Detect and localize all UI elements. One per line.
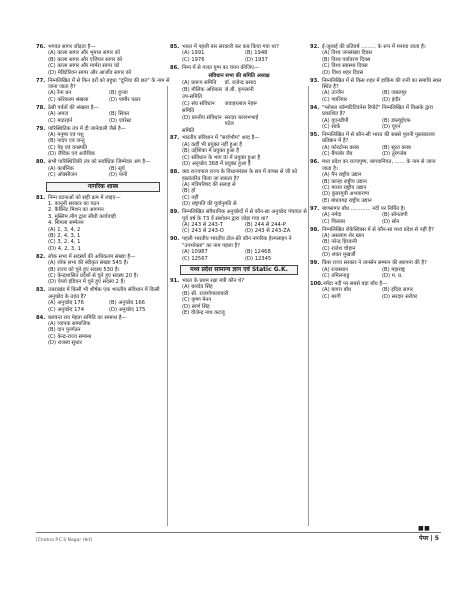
answer-option: (D) अनुच्छेद 175 — [109, 306, 146, 313]
question-item — [36, 315, 170, 347]
answer-option: (B) सिकर — [109, 111, 130, 118]
table-cell — [225, 108, 266, 114]
answer-option: (D) एवरेस्ट — [109, 117, 132, 124]
answer-option: (A) कार्बनिक — [48, 165, 74, 172]
answer-option: (A) बलदेव सिंह — [182, 284, 213, 291]
table-cell: सरदार बल्लभभाई पटेल — [224, 114, 259, 128]
question-number: 85. — [170, 44, 180, 50]
question-text: उत्तराखंड में किसी भी शीर्षक एक भारतीय संविधान में किसी अनुच्छेद के तहत है? — [48, 287, 160, 300]
table-cell — [267, 108, 308, 114]
question-number: 88. — [170, 169, 180, 176]
answer-option: (B) सूरत क्लब — [382, 144, 411, 151]
question-item — [36, 105, 170, 124]
section-heading: मध्य प्रदेश सामान्य ज्ञान एवं Static G.K. — [180, 265, 298, 275]
answer-option: (C) 3, 2, 4, 1 — [48, 239, 81, 246]
question-text: निम्नलिखित में से किस शहर में हाकिम की रानी का समाधि स्थल स्थित है? — [322, 77, 442, 91]
question-text: पहली भारतीय भारतीय टोल-फ्री कौन नागरिक हेल्पलाइन ने "उपभोक्ता" का नाम पहला है? — [182, 236, 292, 249]
question-item — [170, 278, 308, 316]
question-number: 95. — [310, 132, 320, 139]
answer-option: (D) सोन — [382, 218, 400, 225]
question-text: भगवत सागर जोड़ता है— — [48, 44, 96, 50]
question-item — [310, 206, 442, 225]
footer-rule — [36, 532, 441, 533]
answer-option: (E) बांधवगढ़ राष्ट्रीय उद्यान — [322, 197, 372, 204]
answer-option: (A) 1991 — [182, 50, 205, 57]
question-text: ई-जुलाई की प्रतिवर्ष ......... के रूप में मनाया जाता है। — [322, 44, 426, 50]
answer-option: (D) ऐग्लो इंडियन में चुने हुए सदस्य 2 हैं। — [48, 279, 126, 286]
answer-option: (C) पेड़ एवं वनस्पति — [48, 144, 88, 151]
question-number: 98. — [310, 226, 320, 233]
question-item — [36, 44, 170, 76]
answer-option: (A) राजस्थान — [322, 266, 349, 273]
table-cell: (D) प्रान्तीय संविधान — [182, 114, 222, 121]
answer-option: (C) ग्वालियर — [322, 96, 347, 103]
question-text: भारत में पहली बार सरकारी कर कब किया गया था? — [182, 44, 279, 50]
answer-option: (D) अनुच्छेद 368 में प्रयुक्त हुआ है — [182, 161, 251, 168]
question-number: 89. — [170, 209, 180, 216]
question-number: 79. — [36, 125, 46, 132]
answer-option: (B) उद्देशिका में प्रयुक्त हुआ है — [182, 148, 240, 155]
question-item — [310, 78, 442, 104]
column-3 — [310, 44, 442, 302]
question-text: "ग्लोबल कॉम्पटिटिवनेस रिपोर्ट" निम्नलिखित में किसके द्वारा प्रकाशित है? — [322, 104, 433, 118]
question-text: नर्मदा नदी पर सबसे बड़ा बाँध है— — [322, 280, 388, 287]
answer-option: (B) इंदिरा सागर — [382, 287, 413, 294]
question-number: 91. — [170, 277, 180, 284]
answer-option: (B) जबलपुर — [382, 90, 407, 97]
answer-option: (C) 243 से 243-O — [182, 228, 224, 235]
answer-option: (B) हुन्जा — [109, 90, 128, 97]
answer-option: (A) उज्जैन — [322, 90, 344, 97]
table-cell — [267, 101, 308, 107]
answer-option: 4. शिमला सम्मेलन — [48, 220, 84, 227]
answer-option: (A) 10987 — [182, 249, 208, 256]
table-title: संविधान सभा की समिति अध्यक्ष — [208, 72, 270, 79]
column-divider — [167, 86, 168, 526]
answer-option: (D) जैविक एवं अजैविक — [48, 151, 95, 158]
answer-option: (B) महाराष्ट्र — [382, 266, 405, 273]
table-cell: समिति — [182, 128, 195, 135]
answer-option: (D) विश्व शहर दिवस — [322, 69, 364, 76]
answer-option: (C) नहीं — [182, 194, 199, 201]
question-item — [36, 159, 170, 178]
question-number: 80. — [36, 159, 46, 166]
question-item — [310, 260, 442, 279]
answer-option: (C) विश्व स्वास्थ्य दिवस — [322, 63, 368, 70]
answer-option: (A) असलाम शेर खान — [322, 232, 365, 239]
end-marker: ■■ — [418, 525, 431, 532]
table-cell — [267, 128, 308, 134]
answer-option: (D) मेडिटेरियन सागर और आर्जोव सागर को — [48, 69, 132, 76]
question-item — [310, 227, 442, 259]
answer-option: (A) फोरटोन्स क्लब — [322, 144, 359, 151]
question-item — [310, 281, 442, 300]
answer-option: (B) सोनतापी — [382, 212, 408, 219]
table-cell: (A) प्रारूप समिति — [182, 80, 217, 87]
question-item — [170, 169, 308, 207]
answer-option: (C) कृष्ण मेनन — [182, 297, 212, 304]
answer-option: 3. मुस्लिम लीग द्वारा सीधी कार्यवाही — [48, 213, 116, 220]
answer-option: (B) राज्य को चुने हुए सदस्य 530 है। — [48, 266, 120, 273]
answer-option: (B) नरेन्द्र हिरवानी — [322, 239, 357, 246]
answer-option: (A) यूएनडीपी — [322, 117, 349, 124]
answer-option: (B) काला सागर और एजियन सागर को — [48, 56, 123, 63]
answer-option: (C) काला सागर और मार्मरा सागर को — [48, 63, 120, 70]
footer-publisher: [Chetna P.C.S Nagar Hkt] — [36, 538, 93, 543]
page-number: पेपर | 5 — [419, 535, 439, 542]
table-cell: (C) संघ संविधान — [182, 100, 215, 107]
answer-option: (D) तुरंगजेब — [382, 151, 407, 158]
table-cell: जे.बी. कृपलानी — [224, 87, 254, 94]
answer-option: (D) यूएन — [382, 124, 401, 131]
answer-option: (C) बैंगलोर जैव — [322, 151, 353, 158]
answer-option: 1. कानूनी सरकार का गठन — [48, 200, 100, 207]
answer-option: (A) काला सागर और भूमध्य सागर को — [48, 50, 120, 57]
answer-option: (D) सरदार सरोवर — [382, 293, 418, 300]
answer-option: (D) कुंवरपुत्री अभयारण्य — [322, 191, 370, 198]
question-number: 77. — [36, 77, 46, 84]
answer-option: (A) 1, 3, 4, 2 — [48, 226, 81, 233]
question-number: 87. — [170, 135, 180, 142]
question-number: 99. — [310, 260, 320, 267]
answer-option: (B) अनुच्छेद 166 — [109, 300, 145, 307]
question-text: लोक सभा में सदस्यों की अधिकतम संख्या है— — [48, 253, 136, 260]
question-item — [310, 44, 442, 76]
question-text: निम्नलिखित रोकेस्विक्स में से कौन-सा मध्य प्रदेश से नहीं है? — [322, 226, 434, 233]
question-item — [170, 65, 308, 71]
answer-option: (D) राजस्व सुधार — [48, 340, 82, 347]
answer-option: (A) बागरा बाँध — [322, 287, 352, 294]
answer-option: (B) विश्व पर्यावरण दिवस — [322, 56, 371, 63]
answer-option: (C) चिल्लार — [322, 218, 346, 225]
answer-option: (C) राजेश चौहान — [322, 245, 356, 252]
answer-option: (A) मंत्रिपरिषद की सलाह से — [182, 181, 236, 188]
question-number: 84. — [36, 314, 46, 321]
answer-option: (A) रैना धन — [48, 90, 72, 97]
answer-option: (C) केन्द्र-राज्य सम्बन्ध — [48, 333, 92, 340]
table-cell: डॉ. राजेन्द्र प्रसाद — [224, 80, 256, 87]
question-item — [36, 254, 170, 286]
column-divider — [308, 86, 309, 526]
table-cell: उप-समिति — [182, 94, 202, 101]
answer-option: (D) शंकर मुखर्जी — [322, 252, 356, 259]
answer-option: (B) 244 से 244-P — [245, 221, 286, 228]
question-item — [170, 209, 308, 235]
table-cell — [267, 115, 308, 128]
answer-option: (D) 1937 — [245, 56, 268, 63]
question-text: मध्य प्रदेश का राज्यपुष्प, बागवानियत, ...... के नाम से जाना जाता है। — [322, 159, 436, 172]
answer-option: (A) कहीं भी प्रयुक्त नहीं हुआ है — [182, 141, 243, 148]
answer-option: (C) माधव राष्ट्रीय उद्यान — [322, 184, 367, 191]
answer-option: (C) ऑक्सीजन — [48, 172, 77, 179]
table-cell — [267, 87, 308, 93]
answer-option: (A) विश्व जनसंख्या दिवस — [322, 50, 372, 57]
question-number: 90. — [170, 236, 180, 243]
answer-option: (A) लोक सभा की स्वीकृत संख्या 545 है। — [48, 260, 129, 267]
question-text: किस राज्य सरकार ने तानसेन सम्मान की स्थापना की है? — [322, 260, 427, 267]
answer-option: (A) व्यापक सामाजिक — [48, 321, 91, 327]
answer-option: (D) राष्ट्रपति की पूर्वानुमति से — [182, 201, 237, 208]
answer-option: (A) मनुष्य एवं पशु — [48, 132, 84, 139]
question-number: 86. — [170, 64, 180, 71]
answer-option: (C) बरगी — [322, 293, 341, 300]
question-item — [310, 132, 442, 158]
question-text: क्या राज्यपाल राज्य के विधानमंडल के सत्र में वापस से जी को हस्तांतरित किया जा सकता है? — [182, 169, 298, 182]
answer-option: (A) नर्मदा — [322, 212, 342, 219]
question-text: सभी पारिस्थितिकी तंत्र को सर्वाधिक जिम्मेदार अंग है— — [48, 159, 151, 166]
answer-option: (A) पैन राष्ट्रीय उद्यान — [322, 172, 362, 179]
answer-option: (D) इंदौर — [382, 96, 401, 103]
section-heading: नागरिक शास्त्र — [46, 182, 160, 192]
question-number: 82. — [36, 253, 46, 260]
answer-option: (A) 243 से 243-T — [182, 221, 223, 228]
question-item — [36, 78, 170, 104]
table-cell: समिति — [182, 107, 195, 114]
question-number: 100. — [310, 280, 323, 287]
answer-option: (C) तमिलनाडु — [322, 272, 350, 279]
answer-option: (C) सार्क — [322, 124, 341, 131]
question-number: 97. — [310, 205, 320, 212]
answer-option: (D) 12345 — [245, 255, 272, 262]
question-item — [170, 135, 308, 167]
question-text: बलवन्त राय मेहता समिति का सम्बन्ध है— — [48, 314, 127, 321]
question-number: 96. — [310, 159, 320, 166]
question-item — [36, 126, 170, 158]
question-text: बाणसागर बाँध ............ नदी पर निर्मित है। — [322, 205, 406, 212]
answer-option: (D) 243 से 243-ZA — [245, 228, 291, 235]
answer-option: (D) म. प्र. — [382, 272, 403, 279]
table-cell: (B) मौलिक अधिकार — [182, 87, 223, 94]
answer-option: (D) स्वर्ण सिंह — [182, 303, 210, 310]
answer-option: (B) दान पुनर्गठन — [48, 327, 81, 334]
answer-option: (B) डब्ल्यूईएफ — [382, 117, 411, 124]
answer-option: (C) संविधान के भाग III में प्रयुक्त हुआ है — [182, 154, 261, 161]
answer-option: (B) पादप एवं जन्तु — [48, 138, 85, 145]
question-text: निम्न में से गलत युग्म का चयन कीजिए— — [182, 64, 260, 71]
answer-option: (A) अमज़ — [48, 111, 69, 118]
question-item — [36, 195, 170, 253]
question-text: निम्नलिखित में से किन दर्रो को बहुधा "दुनिया की छत" के नाम से जाना जाता है? — [48, 77, 170, 91]
table-cell — [267, 80, 308, 86]
question-text: भारतीय संविधान में "सार्वभौम" शब्द है— — [182, 135, 260, 142]
column-2 — [170, 44, 308, 318]
answer-option: 2. कैबिनेट मिशन का आगमन — [48, 207, 104, 214]
table-cell — [225, 128, 266, 134]
answer-option: (B) 2, 4, 3, 1 — [48, 232, 81, 239]
table-cell: जवाहरलाल नेहरू — [224, 100, 258, 107]
answer-option: (C) कोरेकरम श्रंखला — [48, 96, 89, 103]
question-item — [170, 236, 308, 262]
question-number: 76. — [36, 44, 46, 50]
answer-option: (B) हाँ — [182, 188, 196, 195]
answer-option: (C) 12567 — [182, 255, 208, 262]
committee-table — [170, 80, 308, 134]
answer-option: (C) केन्द्रशासित प्रदेशों से चुने हुए सदस्य 20 है। — [48, 272, 139, 279]
table-cell — [225, 94, 266, 100]
answer-option: (D) 4, 2, 3, 1 — [48, 245, 81, 252]
answer-option: (B) सूर्य — [109, 165, 125, 172]
column-1 — [36, 44, 170, 348]
answer-option: (C) अनुच्छेद 174 — [48, 306, 85, 313]
question-text: पारिस्थितिक तंत्र में दी जानेवाली जैसे है— — [48, 125, 126, 132]
table-cell — [267, 94, 308, 100]
question-item — [36, 287, 170, 313]
question-text: निम्नलिखित में से कौन-सी भारत की सबसे पुरानी पुस्तकालय प्रतिष्ठान में है? — [322, 132, 435, 145]
answer-option: (C) माटरहर्न — [48, 117, 73, 124]
answer-option: (B) 1948 — [245, 50, 268, 57]
answer-option: (E) वीजेन्द्र नाथ कटजू — [182, 310, 225, 316]
answer-option: (D) पानी — [109, 172, 128, 179]
question-number: 83. — [36, 287, 46, 294]
answer-option: (B) सी. राजगोपालाचारी — [182, 290, 229, 297]
question-number: 81. — [36, 194, 46, 201]
question-text: निम्न घटनाओं को सही क्रम में लाइए— — [48, 194, 121, 201]
question-item — [310, 105, 442, 131]
question-number: 93. — [310, 77, 320, 84]
question-item — [310, 159, 442, 204]
question-number: 94. — [310, 104, 320, 111]
question-text: निम्नलिखित संवैधानिक अनुच्छेदों में से कौन-सा अनुच्छेद पंचायत से पूर्व वर्ष के 73 वें संशोधन द्वारा जोड़ा गया था? — [182, 209, 307, 222]
question-text: ठेसी पर्वतों की श्रंखला है— — [48, 104, 99, 111]
question-number: 92. — [310, 44, 320, 50]
question-number: 78. — [36, 104, 46, 111]
answer-option: (A) अनुच्छेद 176 — [48, 300, 84, 307]
answer-option: (B) कान्हा राष्ट्रीय उद्यान — [322, 178, 367, 185]
answer-option: (C) 1976 — [182, 56, 205, 63]
question-item — [170, 44, 308, 63]
question-text: भारत के प्रथम रक्षा मंत्री कौन थे? — [182, 277, 245, 284]
answer-option: (B) 12468 — [245, 249, 271, 256]
answer-option: (D) पामीर पठार — [109, 96, 141, 103]
